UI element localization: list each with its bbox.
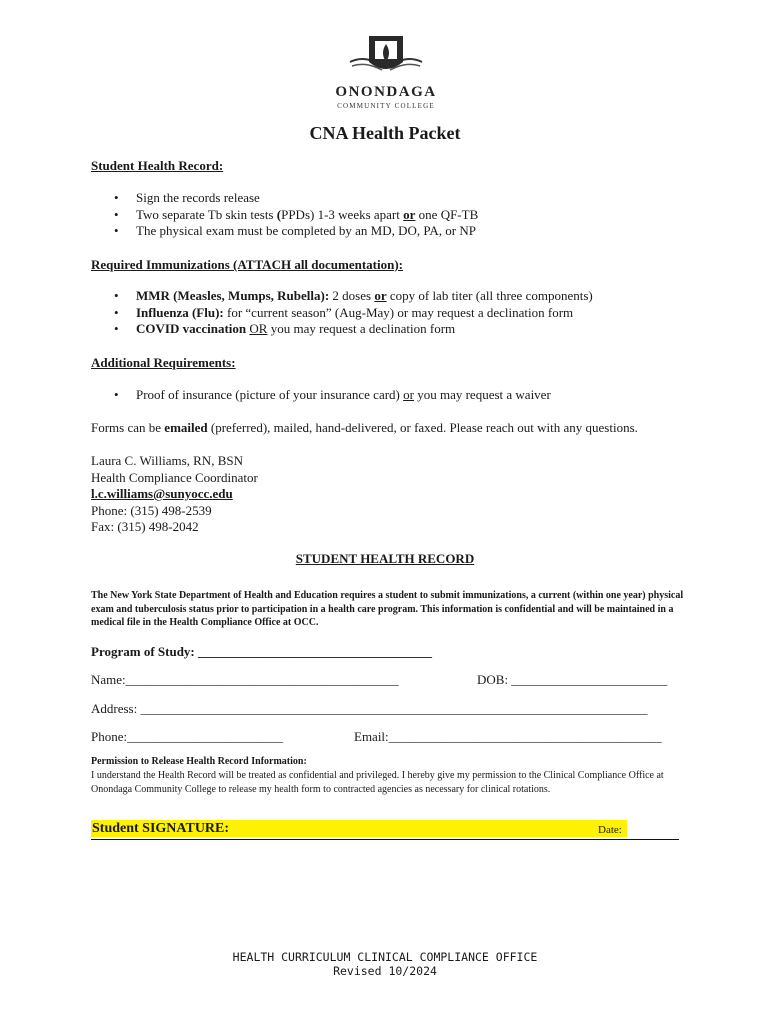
college-logo <box>302 16 470 120</box>
confidentiality-notice: The New York State Department of Health and Education requires a student to submit immunizations, a current (within one year) physical exam and tuberculosis status prior to participation in a health care program. This information is confidential and will be maintained in a medical file in the Health Compliance Office at OCC. <box>91 590 684 628</box>
additional-requirements-list <box>114 387 551 404</box>
list-item: • MMR (Measles, Mumps, Rubella): 2 doses or copy of lab titer (all three components) <box>114 288 593 303</box>
list-item: • Proof of insurance (picture of your insurance card) or you may request a waiver <box>114 387 551 402</box>
list-item: • Two separate Tb skin tests (PPDs) 1-3 weeks apart or one QF-TB <box>114 206 479 222</box>
name-field[interactable]: Name:__________________________________________ <box>91 672 399 687</box>
phone-field[interactable]: Phone:________________________ <box>91 729 284 744</box>
logo-emblem-icon <box>302 16 470 86</box>
contact-email[interactable]: l.c.williams@sunyocc.edu <box>91 486 233 501</box>
list-item: • Influenza (Flu): for “current season” (Aug-May) or may request a declination form <box>114 304 574 320</box>
contact-block <box>91 453 258 536</box>
contact-name: Laura C. Williams, RN, BSN <box>91 453 243 468</box>
additional-requirements-heading: Additional Requirements: <box>91 355 236 370</box>
student-health-record-heading: Student Health Record: <box>91 158 224 173</box>
footer-revision: Revised 10/2024 <box>333 964 437 978</box>
list-item: • Sign the records release <box>114 190 260 205</box>
address-field[interactable]: Address: ______________________________________________________________________________ <box>91 701 648 716</box>
contact-fax: Fax: (315) 498-2042 <box>91 519 199 534</box>
forms-note: Forms can be emailed (preferred), mailed, hand-delivered, or faxed. Please reach out with any questions. <box>91 420 638 435</box>
list-item: • COVID vaccination OR you may request a declination form <box>114 321 456 336</box>
permission-text: I understand the Health Record will be treated as confidential and privileged. I hereby give my permission to the Clinical Compliance Office at Onondaga Community College to release my health form to contracted agencies as necessary for clinical rotations. <box>91 770 664 795</box>
logo-name: ONONDAGA <box>335 84 437 100</box>
logo-subtitle: COMMUNITY COLLEGE <box>337 102 435 110</box>
email-field[interactable]: Email:__________________________________________ <box>354 729 662 744</box>
immunizations-list <box>114 288 593 338</box>
page-title: CNA Health Packet <box>309 123 461 143</box>
signature-label: Student SIGNATURE: <box>92 821 230 836</box>
program-of-study-field[interactable]: Program of Study: ____________________________________ <box>91 644 433 659</box>
footer-office: HEALTH CURRICULUM CLINICAL COMPLIANCE OFFICE <box>232 950 538 964</box>
signature-line[interactable] <box>91 820 679 840</box>
date-label: Date: <box>598 824 622 836</box>
list-item: • The physical exam must be completed by an MD, DO, PA, or NP <box>114 223 476 238</box>
permission-heading: Permission to Release Health Record Information: <box>91 756 307 767</box>
immunizations-heading: Required Immunizations (ATTACH all documentation): <box>91 257 404 272</box>
contact-role: Health Compliance Coordinator <box>91 469 258 485</box>
contact-phone: Phone: (315) 498-2539 <box>91 502 212 518</box>
student-health-record-list <box>114 190 479 240</box>
record-title: STUDENT HEALTH RECORD <box>295 551 475 566</box>
dob-field[interactable]: DOB: ________________________ <box>477 672 668 687</box>
